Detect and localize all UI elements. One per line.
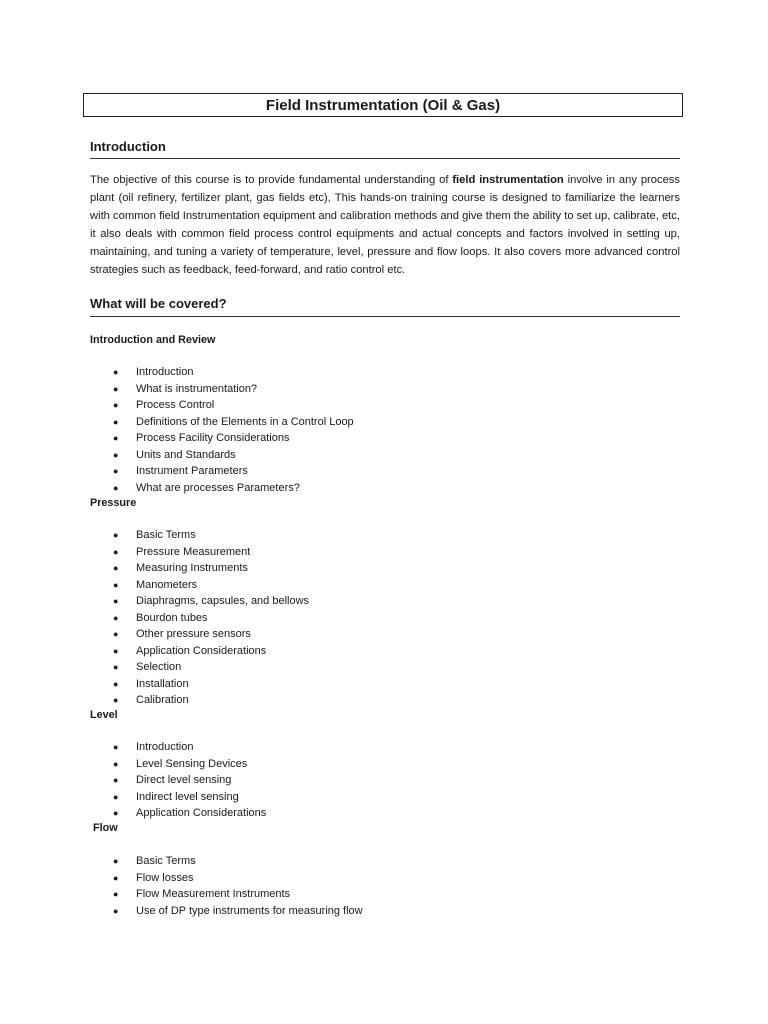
list-item: ● Manometers bbox=[0, 577, 309, 594]
bullet-icon: ● bbox=[113, 629, 119, 639]
bullet-icon: ● bbox=[113, 416, 119, 427]
bullet-icon: ● bbox=[113, 808, 119, 818]
bullet-icon: ● bbox=[113, 530, 119, 540]
section-heading-level: Level bbox=[90, 709, 118, 721]
bullet-icon: ● bbox=[113, 662, 119, 672]
list-item: ● What is instrumentation? bbox=[0, 381, 354, 398]
bullet-icon: ● bbox=[113, 563, 119, 573]
list-item: ● Application Considerations bbox=[0, 643, 309, 660]
intro-text-part1: The objective of this course is to provide fundamental understanding of bbox=[90, 174, 453, 186]
covered-heading: What will be covered? bbox=[90, 296, 227, 311]
introduction-heading: Introduction bbox=[90, 139, 166, 154]
list-item: ● Other pressure sensors bbox=[0, 626, 309, 643]
introduction-rule bbox=[90, 158, 680, 159]
list-item: ● Instrument Parameters bbox=[0, 463, 354, 480]
list-item: ● Application Considerations bbox=[0, 805, 266, 822]
list-item: ● Selection bbox=[0, 659, 309, 676]
list-item: ● Process Facility Considerations bbox=[0, 430, 354, 447]
document-title-text: Field Instrumentation (Oil & Gas) bbox=[265, 96, 501, 114]
bullet-icon: ● bbox=[113, 449, 119, 460]
bullet-icon: ● bbox=[113, 775, 119, 785]
bullet-icon: ● bbox=[113, 678, 119, 689]
list-item: ● Units and Standards bbox=[0, 447, 354, 464]
list-item: ● Level Sensing Devices bbox=[0, 756, 266, 773]
list-pressure bbox=[0, 527, 309, 709]
introduction-paragraph bbox=[90, 171, 680, 280]
bullet-icon: ● bbox=[113, 856, 119, 866]
bullet-icon: ● bbox=[113, 433, 119, 443]
bullet-icon: ● bbox=[113, 889, 119, 899]
list-item: ● Use of DP type instruments for measuring flow bbox=[0, 903, 363, 920]
bullet-icon: ● bbox=[113, 695, 119, 705]
list-item: ● Basic Terms bbox=[0, 853, 363, 870]
intro-text-part2: involve in any process plant (oil refinery, fertilizer plant, gas fields etc), This hands-on training course is designed to familiarize the learners with common field Instrumentation equipment and calibration methods and give them the ability to set up, calibrate, etc, it also deals with common field process control equipments and actual concepts and factors involved in setting up, maintaining, and tuning a variety of temperature, level, pressure and flow loops. It also covers more advanced control strategies such as feedback, feed-forward, and ratio control etc. bbox=[90, 174, 680, 277]
list-item: ● Process Control bbox=[0, 397, 354, 414]
bullet-icon: ● bbox=[113, 367, 119, 377]
bullet-icon: ● bbox=[113, 872, 119, 883]
list-item: ● Flow Measurement Instruments bbox=[0, 886, 363, 903]
list-item: ● Measuring Instruments bbox=[0, 560, 309, 577]
section-heading-flow: Flow bbox=[93, 822, 118, 834]
list-item: ● Introduction bbox=[0, 739, 266, 756]
list-item: ● Basic Terms bbox=[0, 527, 309, 544]
bullet-icon: ● bbox=[113, 546, 119, 557]
list-introduction-and-review bbox=[0, 364, 354, 496]
list-flow bbox=[0, 853, 363, 919]
bullet-icon: ● bbox=[113, 579, 119, 590]
document-title bbox=[83, 93, 683, 117]
bullet-icon: ● bbox=[113, 383, 119, 394]
section-heading-pressure: Pressure bbox=[90, 497, 137, 509]
list-item: ● Diaphragms, capsules, and bellows bbox=[0, 593, 309, 610]
list-item: ● Direct level sensing bbox=[0, 772, 266, 789]
list-item: ● Indirect level sensing bbox=[0, 789, 266, 806]
bullet-icon: ● bbox=[113, 645, 119, 656]
list-item: ● Definitions of the Elements in a Control Loop bbox=[0, 414, 354, 431]
list-level bbox=[0, 739, 266, 822]
list-item: ● Introduction bbox=[0, 364, 354, 381]
section-heading-introduction-and-review: Introduction and Review bbox=[90, 334, 216, 346]
list-item: ● Bourdon tubes bbox=[0, 610, 309, 627]
intro-text-bold: field instrumentation bbox=[452, 174, 564, 186]
covered-rule bbox=[90, 316, 680, 317]
bullet-icon: ● bbox=[113, 400, 119, 410]
bullet-icon: ● bbox=[113, 791, 119, 802]
list-item: ● Calibration bbox=[0, 692, 309, 709]
bullet-icon: ● bbox=[113, 758, 119, 769]
list-item: ● Flow losses bbox=[0, 870, 363, 887]
list-item: ● Pressure Measurement bbox=[0, 544, 309, 561]
bullet-icon: ● bbox=[113, 905, 119, 916]
bullet-icon: ● bbox=[113, 466, 119, 476]
bullet-icon: ● bbox=[113, 742, 119, 752]
bullet-icon: ● bbox=[113, 612, 119, 623]
list-item: ● Installation bbox=[0, 676, 309, 693]
bullet-icon: ● bbox=[113, 482, 119, 493]
bullet-icon: ● bbox=[113, 596, 119, 606]
list-item: ● What are processes Parameters? bbox=[0, 480, 354, 497]
